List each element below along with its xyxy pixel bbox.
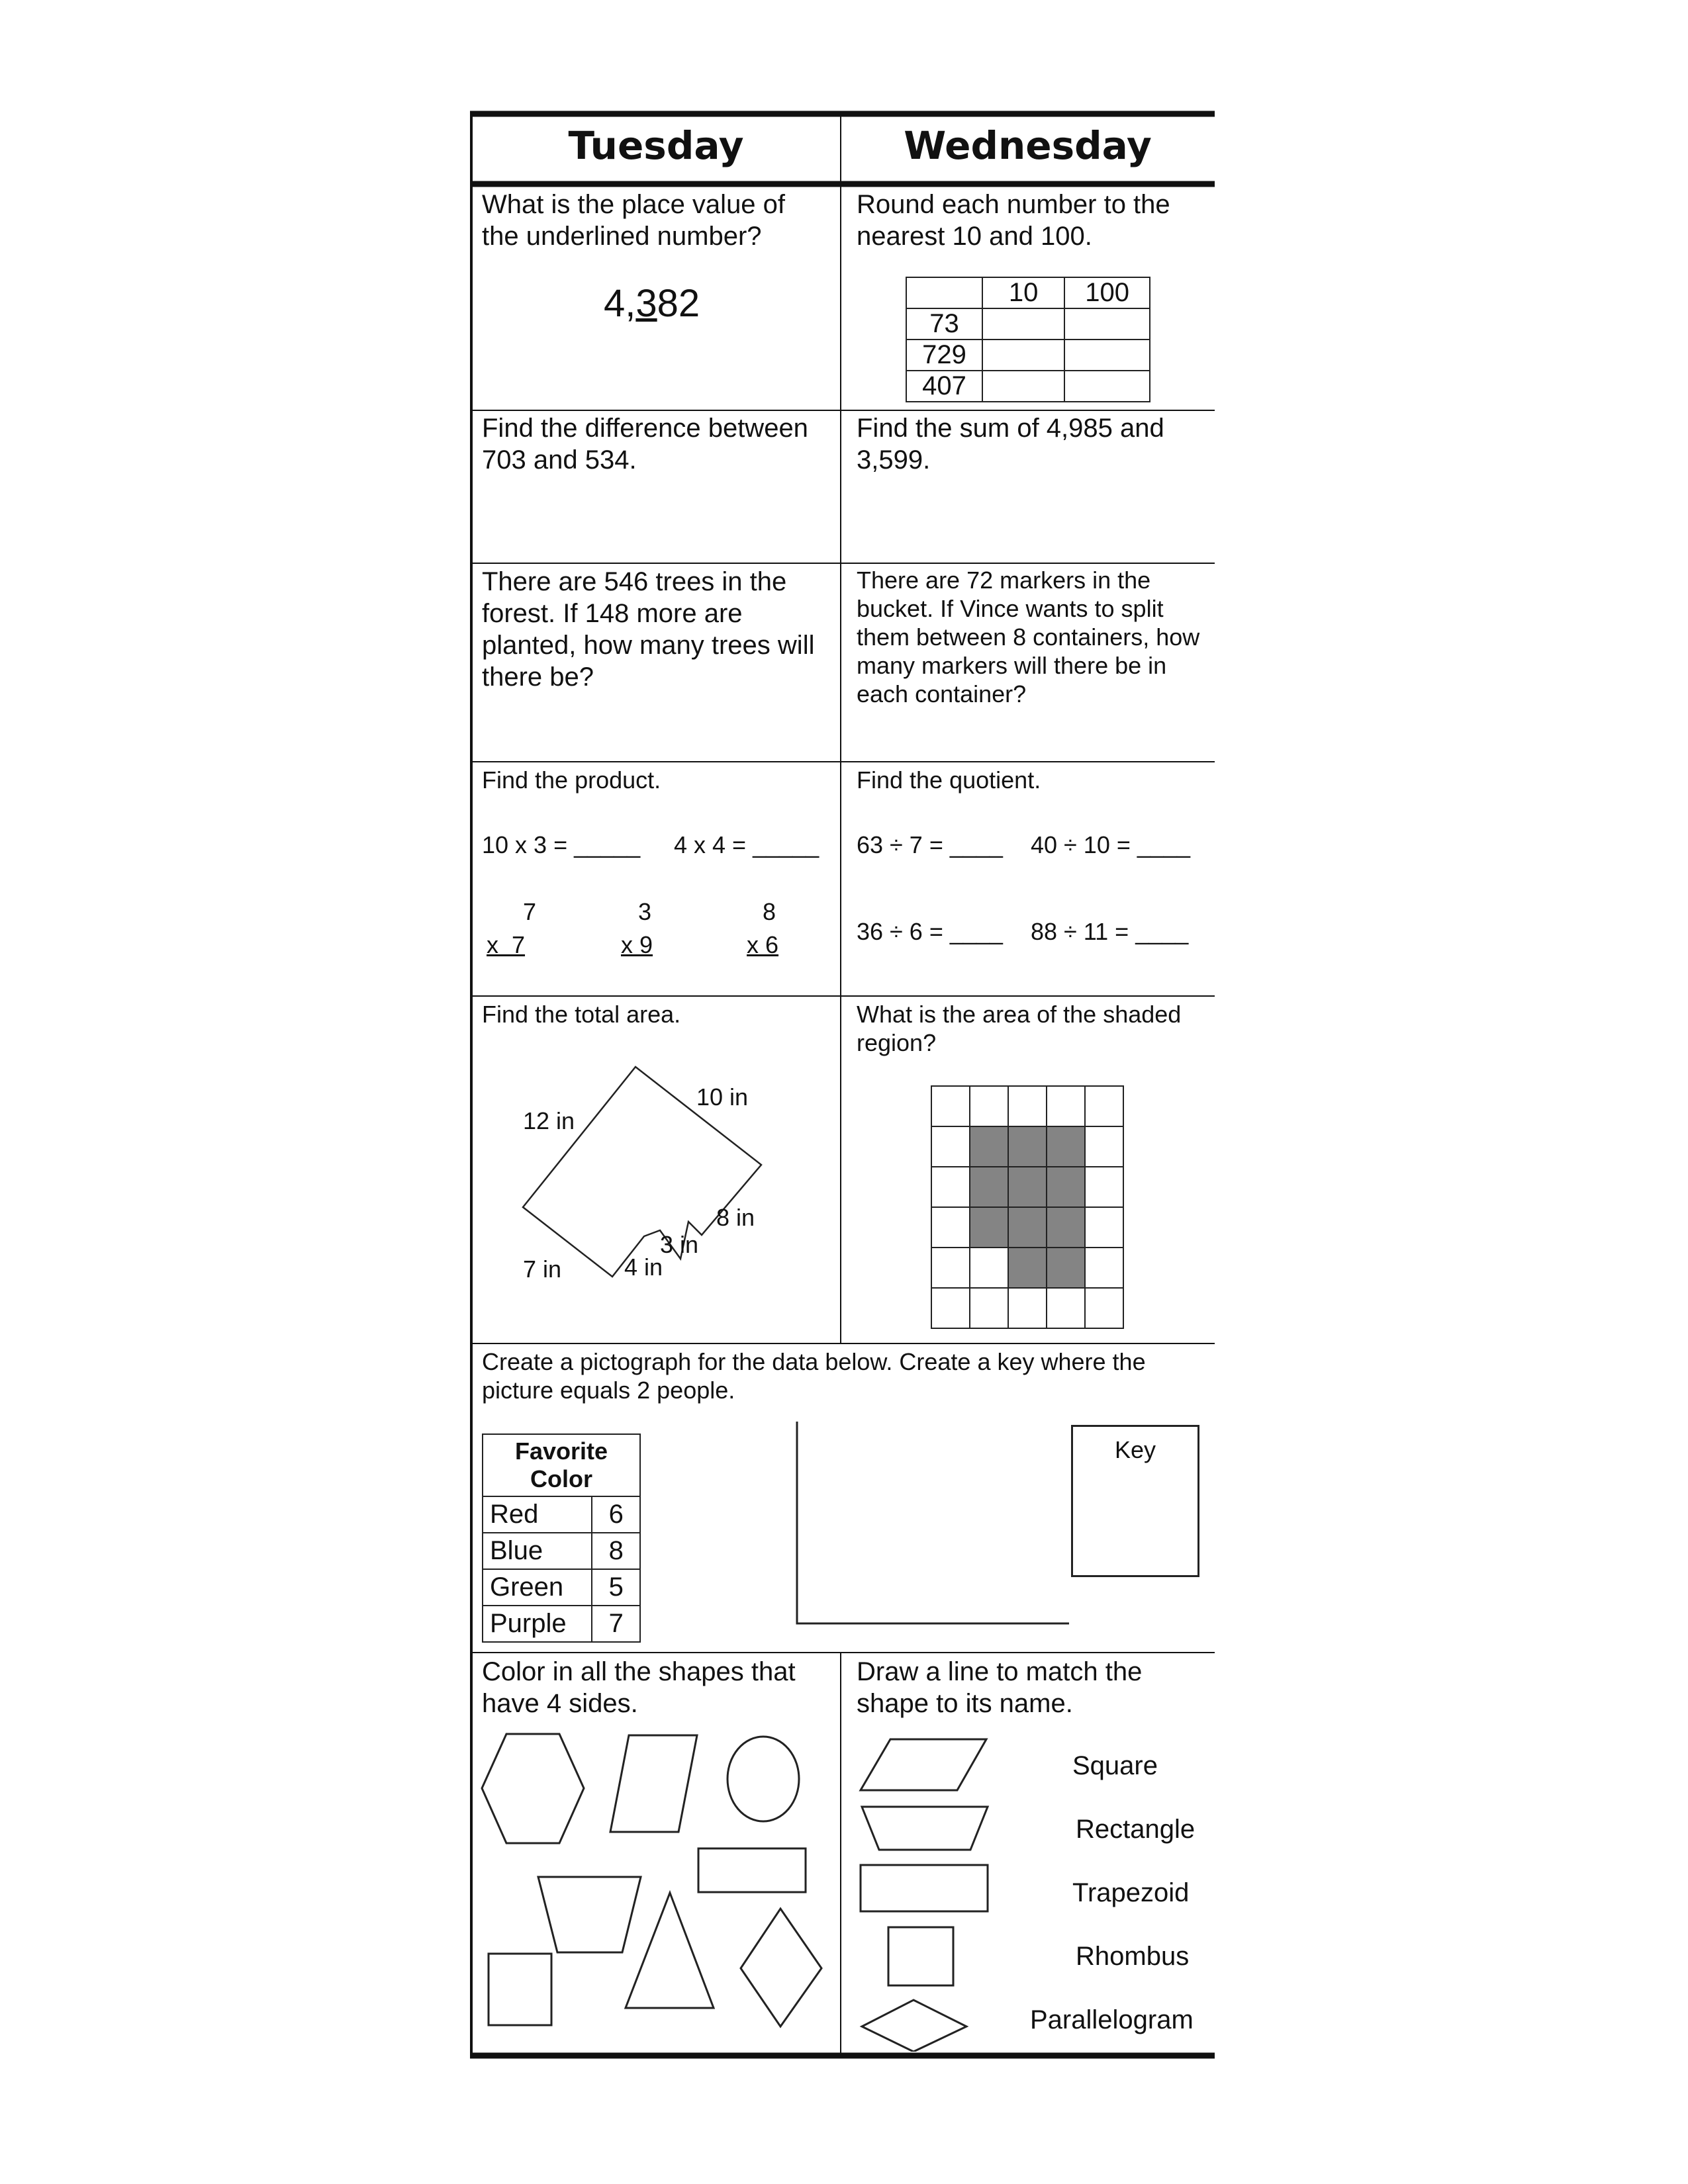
name-rhombus[interactable]: Rhombus bbox=[1076, 1942, 1190, 1971]
color-count: 7 bbox=[592, 1606, 640, 1642]
color-count: 5 bbox=[592, 1569, 640, 1606]
area-grid bbox=[931, 1085, 1131, 1332]
shapes-to-color bbox=[473, 1721, 837, 2052]
grid-cell bbox=[970, 1288, 1008, 1328]
key-box[interactable] bbox=[1071, 1425, 1199, 1577]
grid-cell bbox=[1085, 1288, 1123, 1328]
grid-cell-shaded bbox=[1008, 1126, 1047, 1167]
color-name: Blue bbox=[483, 1533, 592, 1569]
grid-cell bbox=[1085, 1086, 1123, 1126]
grid-cell bbox=[1008, 1086, 1047, 1126]
four-sides-prompt: Color in all the shapes that have 4 sides. bbox=[482, 1657, 796, 1718]
area-label-3in: 3 in bbox=[660, 1231, 699, 1258]
place-value-prompt: What is the place value of the underlined number? bbox=[482, 190, 786, 251]
grid-cell bbox=[931, 1207, 970, 1248]
match-prompt: Draw a line to match the shape to its name. bbox=[857, 1657, 1143, 1718]
favorite-color-header: Favorite Color bbox=[483, 1434, 640, 1496]
grid-cell bbox=[931, 1126, 970, 1167]
pictograph-prompt: Create a pictograph for the data below. Create a key where the picture equals 2 people. bbox=[482, 1348, 1146, 1404]
color-count: 6 bbox=[592, 1496, 640, 1533]
grid-cell bbox=[970, 1248, 1008, 1288]
grid-cell bbox=[970, 1086, 1008, 1126]
grid-cell-shaded bbox=[970, 1126, 1008, 1167]
name-rectangle[interactable]: Rectangle bbox=[1076, 1815, 1196, 1844]
quotient-eq-4: 88 ÷ 11 = ____ bbox=[1031, 918, 1189, 945]
circle-shape[interactable] bbox=[727, 1737, 799, 1821]
header-tuesday: Tuesday bbox=[568, 123, 744, 168]
trapezoid-shape[interactable] bbox=[538, 1877, 641, 1952]
rounding-table bbox=[906, 277, 1150, 402]
grid-cell bbox=[931, 1288, 970, 1328]
grid-cell bbox=[1085, 1207, 1123, 1248]
name-parallelogram[interactable]: Parallelogram bbox=[1030, 2005, 1194, 2034]
grid-cell bbox=[1085, 1167, 1123, 1207]
round-number: 407 bbox=[906, 371, 982, 402]
grid-cell-shaded bbox=[1047, 1248, 1085, 1288]
match-rhombus[interactable] bbox=[862, 2000, 966, 2052]
match-trapezoid[interactable] bbox=[862, 1807, 988, 1850]
match-square[interactable] bbox=[888, 1927, 953, 1985]
quotient-eq-1: 63 ÷ 7 = ____ bbox=[857, 831, 1003, 858]
round-number: 729 bbox=[906, 340, 982, 371]
quotient-eq-2: 40 ÷ 10 = ____ bbox=[1031, 831, 1190, 858]
triangle-shape[interactable] bbox=[626, 1893, 714, 2008]
area-label-8in: 8 in bbox=[716, 1204, 755, 1231]
round-col-100: 100 bbox=[1064, 277, 1150, 308]
color-name: Green bbox=[483, 1569, 592, 1606]
rhombus-shape[interactable] bbox=[741, 1909, 821, 2026]
grid-cell bbox=[1047, 1086, 1085, 1126]
product-eq-2: 4 x 4 = _____ bbox=[674, 831, 820, 858]
rectangle-shape[interactable] bbox=[698, 1848, 806, 1892]
name-trapezoid[interactable]: Trapezoid bbox=[1072, 1878, 1190, 1907]
color-count: 8 bbox=[592, 1533, 640, 1569]
round-number: 73 bbox=[906, 308, 982, 340]
square-shape[interactable] bbox=[489, 1954, 551, 2025]
vertical-bottom-2: x 9 bbox=[621, 931, 653, 958]
grid-cell-shaded bbox=[1047, 1167, 1085, 1207]
grid-cell bbox=[1008, 1288, 1047, 1328]
markers-word-problem: There are 72 markers in the bucket. If Vince wants to split them between 8 containers, how many markers will there be in each container? bbox=[857, 567, 1200, 707]
place-value-number: 4,382 bbox=[604, 282, 700, 325]
grid-cell bbox=[931, 1167, 970, 1207]
quotient-eq-3: 36 ÷ 6 = ____ bbox=[857, 918, 1003, 945]
vertical-top-2: 3 bbox=[638, 898, 652, 925]
grid-cell bbox=[1047, 1288, 1085, 1328]
vertical-bottom-1: x 7 bbox=[487, 931, 526, 958]
shapes-to-match bbox=[854, 1721, 1019, 2052]
product-prompt: Find the product. bbox=[482, 766, 661, 794]
match-rectangle[interactable] bbox=[861, 1865, 988, 1911]
grid-cell-shaded bbox=[1008, 1167, 1047, 1207]
grid-cell-shaded bbox=[1008, 1248, 1047, 1288]
underlined-digit: 3 bbox=[635, 282, 657, 325]
pictograph-axes bbox=[788, 1416, 1079, 1628]
vertical-top-1: 7 bbox=[523, 898, 537, 925]
color-name: Purple bbox=[483, 1606, 592, 1642]
vertical-top-3: 8 bbox=[763, 898, 776, 925]
grid-cell-shaded bbox=[1047, 1207, 1085, 1248]
grid-cell bbox=[1085, 1248, 1123, 1288]
product-eq-1: 10 x 3 = _____ bbox=[482, 831, 641, 858]
total-area-prompt: Find the total area. bbox=[482, 1001, 681, 1028]
sum-prompt: Find the sum of 4,985 and 3,599. bbox=[857, 414, 1164, 475]
grid-cell bbox=[931, 1086, 970, 1126]
grid-cell-shaded bbox=[970, 1167, 1008, 1207]
match-parallelogram[interactable] bbox=[861, 1739, 986, 1790]
area-figure bbox=[477, 1032, 834, 1297]
header-wednesday: Wednesday bbox=[904, 123, 1152, 168]
area-label-10in: 10 in bbox=[696, 1083, 749, 1111]
area-label-4in: 4 in bbox=[624, 1253, 663, 1281]
grid-cell-shaded bbox=[1047, 1126, 1085, 1167]
grid-cell-shaded bbox=[970, 1207, 1008, 1248]
name-square[interactable]: Square bbox=[1072, 1751, 1158, 1780]
hexagon-shape[interactable] bbox=[482, 1734, 584, 1843]
difference-prompt: Find the difference between 703 and 534. bbox=[482, 414, 808, 475]
vertical-bottom-3: x 6 bbox=[747, 931, 779, 958]
shaded-area-prompt: What is the area of the shaded region? bbox=[857, 1001, 1182, 1056]
parallelogram-shape[interactable] bbox=[610, 1735, 697, 1832]
area-label-7in: 7 in bbox=[523, 1255, 562, 1283]
rounding-prompt: Round each number to the nearest 10 and 100. bbox=[857, 190, 1170, 251]
color-name: Red bbox=[483, 1496, 592, 1533]
round-col-10: 10 bbox=[982, 277, 1064, 308]
quotient-prompt: Find the quotient. bbox=[857, 766, 1041, 794]
trees-word-problem: There are 546 trees in the forest. If 148 more are planted, how many trees will there be? bbox=[482, 567, 815, 692]
grid-cell-shaded bbox=[1008, 1207, 1047, 1248]
grid-cell bbox=[931, 1248, 970, 1288]
favorite-color-table bbox=[482, 1433, 641, 1643]
area-label-12in: 12 in bbox=[523, 1107, 575, 1134]
key-label: Key bbox=[1114, 1436, 1156, 1463]
grid-cell bbox=[1085, 1126, 1123, 1167]
